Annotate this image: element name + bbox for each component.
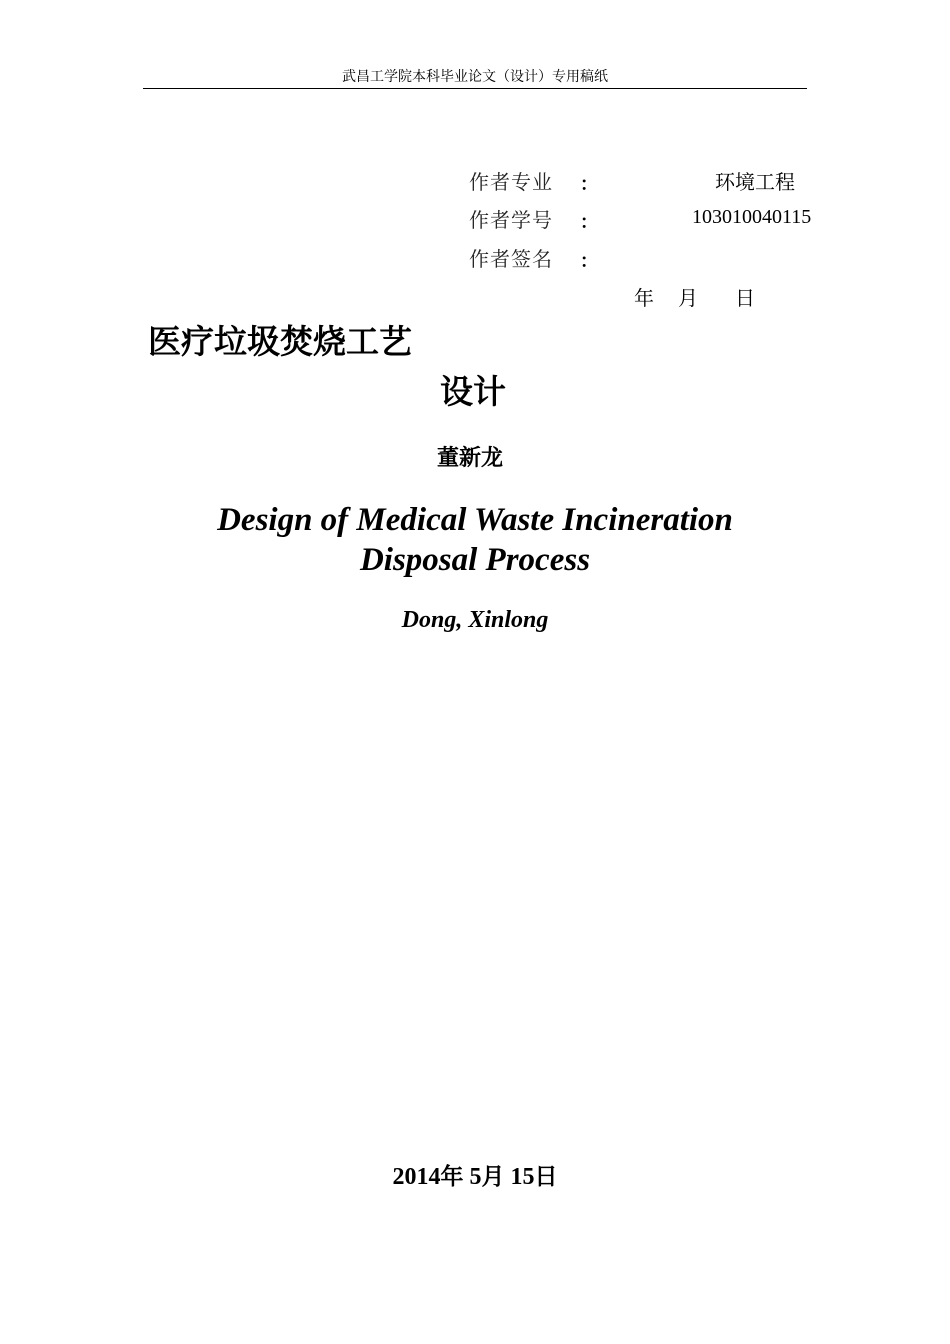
english-author: Dong, Xinlong (401, 607, 549, 633)
submission-month: 5 (469, 1164, 482, 1190)
sign-date-day: 日 (735, 286, 755, 310)
major-label: 作者专业 (469, 170, 553, 194)
student-id-value: 103010040115 (692, 206, 812, 228)
submission-day: 15 (510, 1164, 535, 1190)
english-title-line1: Design of Medical Waste Incineration (217, 502, 733, 538)
submission-date (0, 1158, 950, 1191)
page-header: 武昌工学院本科毕业论文（设计）专用稿纸 (143, 66, 807, 89)
submission-month-unit: 月 (481, 1164, 505, 1190)
submission-year: 2014 (392, 1164, 441, 1190)
submission-day-unit: 日 (534, 1164, 558, 1190)
chinese-author: 董新龙 (437, 446, 504, 471)
english-title-line2: Disposal Process (359, 542, 591, 578)
student-id-colon: ： (580, 212, 598, 233)
chinese-title-line1: 医疗垃圾焚烧工艺 (148, 322, 412, 361)
signature-label: 作者签名 (469, 247, 553, 271)
sign-date-month: 月 (678, 286, 698, 310)
major-colon: ： (580, 174, 598, 195)
sign-date-year: 年 (634, 286, 654, 310)
submission-year-unit: 年 (440, 1164, 464, 1190)
signature-colon: ： (580, 251, 598, 272)
major-value: 环境工程 (715, 170, 795, 194)
student-id-label: 作者学号 (469, 208, 553, 232)
chinese-title-line2: 设计 (440, 372, 506, 411)
